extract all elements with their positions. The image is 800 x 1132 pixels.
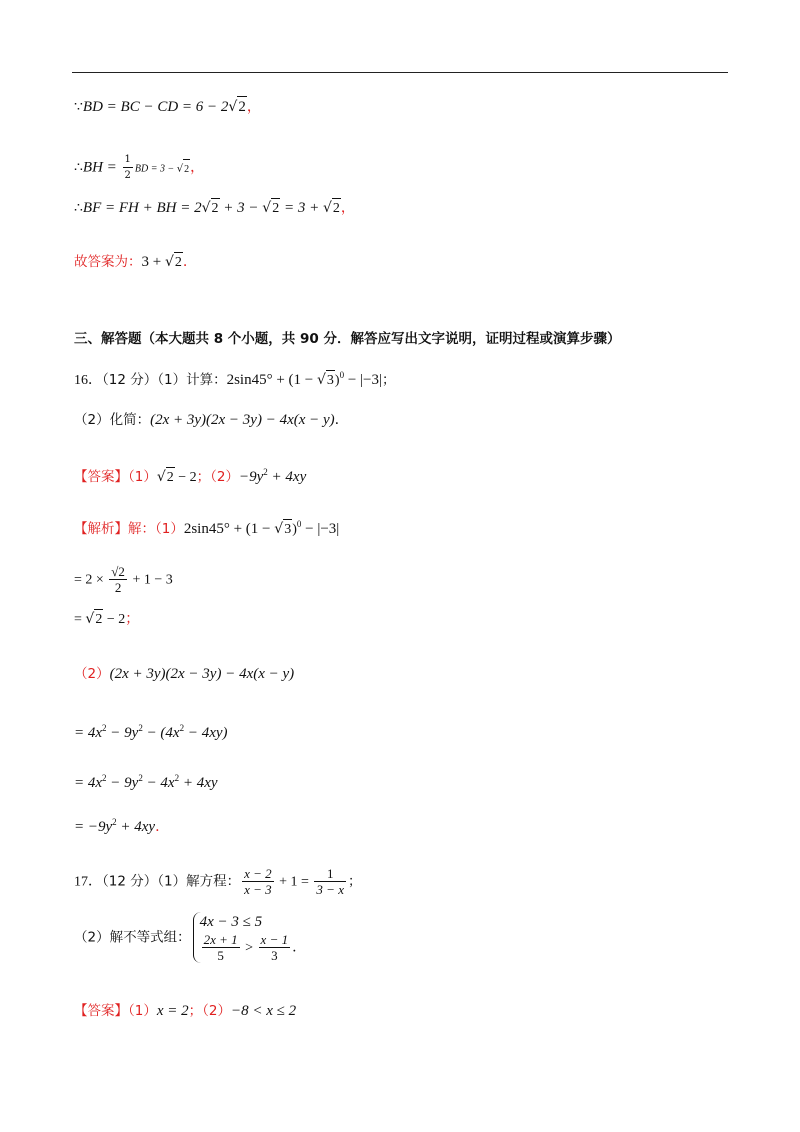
header-rule	[72, 72, 728, 73]
question-number: 16．	[74, 373, 102, 388]
q16-step-3: = $4x^2 - 9y^2 - (4x^2 - 4xy)$	[74, 723, 228, 741]
answer-label: 故答案为：	[74, 254, 142, 270]
q16-part2: （2）化简：(2x + 3y)(2x − 3y) − 4x(x − y).	[74, 412, 340, 428]
q16-part1: 16．（12 分）（1）计算：$2\sin 45^\circ + (1 - √3)^0 - |-3|$；	[74, 365, 396, 391]
proof-line-2: ∴BH = $\frac{1}{2}$ BD = 3 − √2，	[74, 154, 205, 181]
proof-line-3: ∴BF = FH + BH = 2√2 + 3 − √2 = 3 + √2，	[74, 198, 355, 219]
q16-step-1: = 2 × $\frac{√2}{2}$ + 1 − 3	[74, 564, 173, 595]
section-heading: 三、解答题（本大题共 8 个小题，共 90 分．解答应写出文字说明，证明过程或演算步骤）	[74, 331, 621, 347]
inequality-system: 4x − 3 ≤ 5 $\frac{2x + 1}{5}$ > $\frac{x - 1}{3}$ .	[193, 912, 297, 963]
q16-step-5: = $-9y^2 + 4xy$.	[74, 817, 160, 835]
q17-part1: 17．（12 分）（1）解方程： $\frac{x - 2}{x - 3}$ + 1 = $\frac{1}{3 - x}$ ；	[74, 866, 362, 897]
therefore-symbol: ∴	[74, 159, 83, 176]
q16-step-4: = $4x^2 - 9y^2 - 4x^2 + 4xy$	[74, 773, 218, 791]
sqrt-value: 2	[237, 96, 247, 117]
q16-answer: 【答案】（1）√2 − 2；$(2)-9y^2 + 4xy$	[74, 462, 306, 488]
answer-tag: 【答案】	[74, 1003, 128, 1019]
q17-part2: （2）解不等式组： 4x − 3 ≤ 5 $\frac{2x + 1}{5}$ > $\frac{x - 1}{3}$ .	[74, 914, 297, 963]
because-symbol: ∵	[74, 99, 83, 115]
analysis-tag: 【解析】	[74, 521, 128, 537]
q16-part2-analysis: （2）(2x + 3y)(2x − 3y) − 4x(x − y)	[74, 666, 295, 682]
fraction-half: $\frac{1}{2}$	[124, 154, 131, 181]
answer-tag: 【答案】	[74, 469, 128, 485]
q17-answer: 【答案】（1）x = 2；（2）−8 < x ≤ 2	[74, 1003, 297, 1019]
q16-step-2: = √2 − 2；	[74, 609, 139, 630]
proof-answer: 故答案为：3 + √2.	[74, 252, 187, 273]
question-number: 17．	[74, 874, 102, 890]
proof-math: BD = BC − CD = 6 − 2	[82, 99, 229, 115]
q16-analysis: 【解析】解：$(1)2\sin 45^\circ + (1 - √3)^0 - |-3|$	[74, 514, 339, 540]
proof-line-1: ∵BD = BC − CD = 6 − 2√2，	[74, 96, 261, 117]
